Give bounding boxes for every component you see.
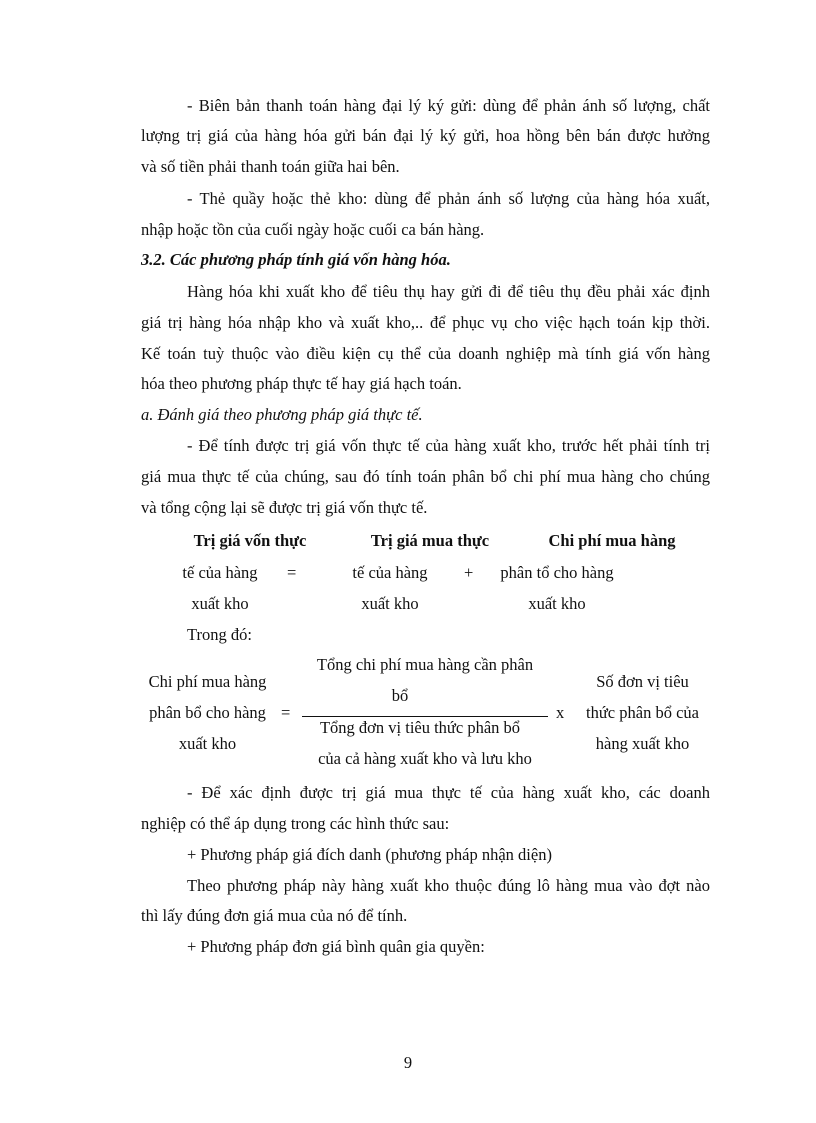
paragraph-1-line-3: và số tiền phải thanh toán giữa hai bên. (141, 157, 400, 176)
formula2-lhs-line1: Chi phí mua hàng (148, 672, 267, 691)
paragraph-5-line-1: - Để xác định được trị giá mua thực tế của hàng xuất kho, các doanh (187, 783, 710, 802)
formula2-equals-sign: = (281, 703, 291, 722)
paragraph-3-line-3: Kế toán tuỳ thuộc vào điều kiện cụ thể của doanh nghiệp mà tính giá vốn hàng (141, 344, 710, 363)
page-number: 9 (403, 1053, 413, 1072)
formula2-denominator-line1: Tổng đơn vị tiêu thức phân bổ (319, 718, 521, 737)
formula1-plus-sign: + (464, 563, 474, 582)
subheading: a. Đánh giá theo phương pháp giá thực tế. (141, 405, 423, 424)
paragraph-6-line-1: Theo phương pháp này hàng xuất kho thuộc đúng lô hàng mua vào đợt nào (187, 876, 710, 895)
formula1-term2-line3: xuất kho (361, 594, 419, 613)
formula1-term2-head: Trị giá mua thực (370, 531, 490, 550)
paragraph-4-line-3: và tổng cộng lại sẽ được trị giá vốn thực tế. (141, 498, 428, 517)
paragraph-5-line-2: nghiệp có thể áp dụng trong các hình thức sau: (141, 814, 450, 833)
method-1-heading: + Phương pháp giá đích danh (phương pháp nhận diện) (187, 845, 552, 864)
formula1-term3-line2: phân tổ cho hàng (500, 563, 614, 582)
formula2-numerator-line1: Tổng chi phí mua hàng cần phân (316, 655, 534, 674)
formula1-term1-line2: tế của hàng (182, 563, 258, 582)
paragraph-1-line-2: lượng trị giá của hàng hóa gửi bán đại lý ký gửi, hoa hồng bên bán được hưởng (141, 126, 710, 145)
paragraph-3-line-4: hóa theo phương pháp thực tế hay giá hạch toán. (141, 374, 462, 393)
where-label: Trong đó: (187, 625, 252, 644)
formula2-rhs-line2: thức phân bổ của (586, 703, 699, 722)
paragraph-4-line-2: giá mua thực tế của chúng, sau đó tính toán phân bổ chi phí mua hàng cho chúng (141, 467, 710, 486)
formula2-numerator-line2: bổ (391, 686, 409, 705)
method-2-heading: + Phương pháp đơn giá bình quân gia quyền: (187, 937, 485, 956)
section-heading: 3.2. Các phương pháp tính giá vốn hàng hóa. (141, 250, 451, 269)
paragraph-6-line-2: thì lấy đúng đơn giá mua của nó để tính. (141, 906, 408, 925)
paragraph-2-line-2: nhập hoặc tồn của cuối ngày hoặc cuối ca bán hàng. (141, 220, 485, 239)
formula2-rhs-line3: hàng xuất kho (595, 734, 690, 753)
formula1-term2-line2: tế của hàng (352, 563, 428, 582)
formula1-term1-line3: xuất kho (191, 594, 249, 613)
paragraph-3-line-1: Hàng hóa khi xuất kho để tiêu thụ hay gửi đi để tiêu thụ đều phải xác định (187, 282, 710, 301)
paragraph-4-line-1: - Để tính được trị giá vốn thực tế của hàng xuất kho, trước hết phải tính trị (187, 436, 710, 455)
formula2-denominator-line2: của cả hàng xuất kho và lưu kho (318, 749, 532, 768)
paragraph-1-line-1: - Biên bản thanh toán hàng đại lý ký gửi: dùng để phản ánh số lượng, chất (187, 96, 710, 115)
formula2-lhs-line3: xuất kho (178, 734, 237, 753)
formula1-term3-line3: xuất kho (528, 594, 586, 613)
paragraph-3-line-2: giá trị hàng hóa nhập kho và xuất kho,.. để phục vụ cho việc hạch toán kịp thời. (141, 313, 710, 332)
formula2-fraction-bar (302, 716, 548, 717)
formula1-term3-head: Chi phí mua hàng (548, 531, 676, 550)
formula2-rhs-line1: Số đơn vị tiêu (596, 672, 689, 691)
paragraph-2-line-1: - Thẻ quầy hoặc thẻ kho: dùng để phản ánh số lượng của hàng hóa xuất, (187, 189, 710, 208)
formula2-times-sign: x (556, 703, 565, 722)
formula1-equals-sign: = (287, 563, 297, 582)
formula1-term1-head: Trị giá vốn thực (193, 531, 307, 550)
formula2-lhs-line2: phân bổ cho hàng (149, 703, 266, 722)
